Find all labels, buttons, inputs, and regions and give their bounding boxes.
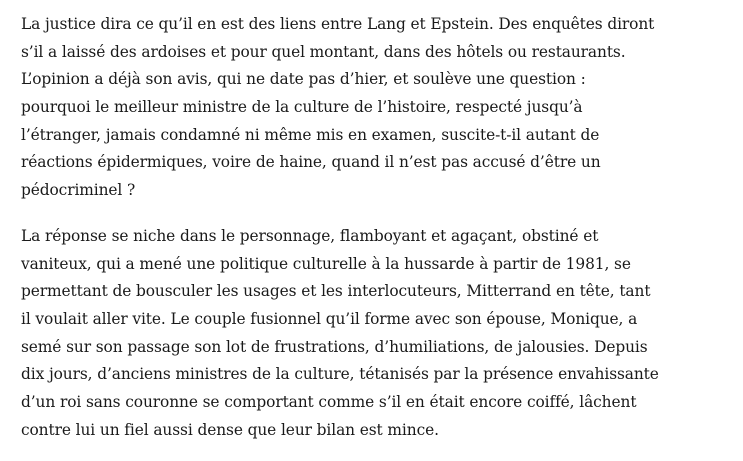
paragraph-line: La réponse se niche dans le personnage, flamboyant et agaçant, obstiné et [21, 226, 599, 245]
paragraph-line: d’un roi sans couronne se comportant comme s’il en était encore coiffé, lâchent [21, 392, 637, 411]
paragraph-line: L’opinion a déjà son avis, qui ne date pas d’hier, et soulève une question : [21, 70, 586, 89]
paragraph-line: pédocriminel ? [21, 181, 136, 200]
paragraph-line: réactions épidermiques, voire de haine, quand il n’est pas accusé d’être un [21, 153, 601, 172]
paragraph-line: il voulait aller vite. Le couple fusionnel qu’il forme avec son épouse, Monique, a [21, 309, 638, 328]
paragraph-line: pourquoi le meilleur ministre de la culture de l’histoire, respecté jusqu’à [21, 98, 583, 117]
paragraph-2 [21, 223, 726, 445]
paragraph-line: vaniteux, qui a mené une politique culturelle à la hussarde à partir de 1981, se [21, 254, 631, 273]
article-body [21, 11, 726, 444]
paragraph-1 [21, 11, 726, 205]
paragraph-line: s’il a laissé des ardoises et pour quel montant, dans des hôtels ou restaurants. [21, 42, 626, 61]
paragraph-line: dix jours, d’anciens ministres de la culture, tétanisés par la présence envahissante [21, 365, 659, 384]
paragraph-line: La justice dira ce qu’il en est des liens entre Lang et Epstein. Des enquêtes diront [21, 15, 655, 33]
paragraph-line: contre lui un fiel aussi dense que leur bilan est mince. [21, 420, 439, 439]
paragraph-line: permettant de bousculer les usages et les interlocuteurs, Mitterrand en tête, tant [21, 282, 651, 301]
paragraph-line: l’étranger, jamais condamné ni même mis en examen, suscite-t-il autant de [21, 125, 600, 144]
paragraph-line: semé sur son passage son lot de frustrations, d’humiliations, de jalousies. Depuis [21, 337, 648, 356]
